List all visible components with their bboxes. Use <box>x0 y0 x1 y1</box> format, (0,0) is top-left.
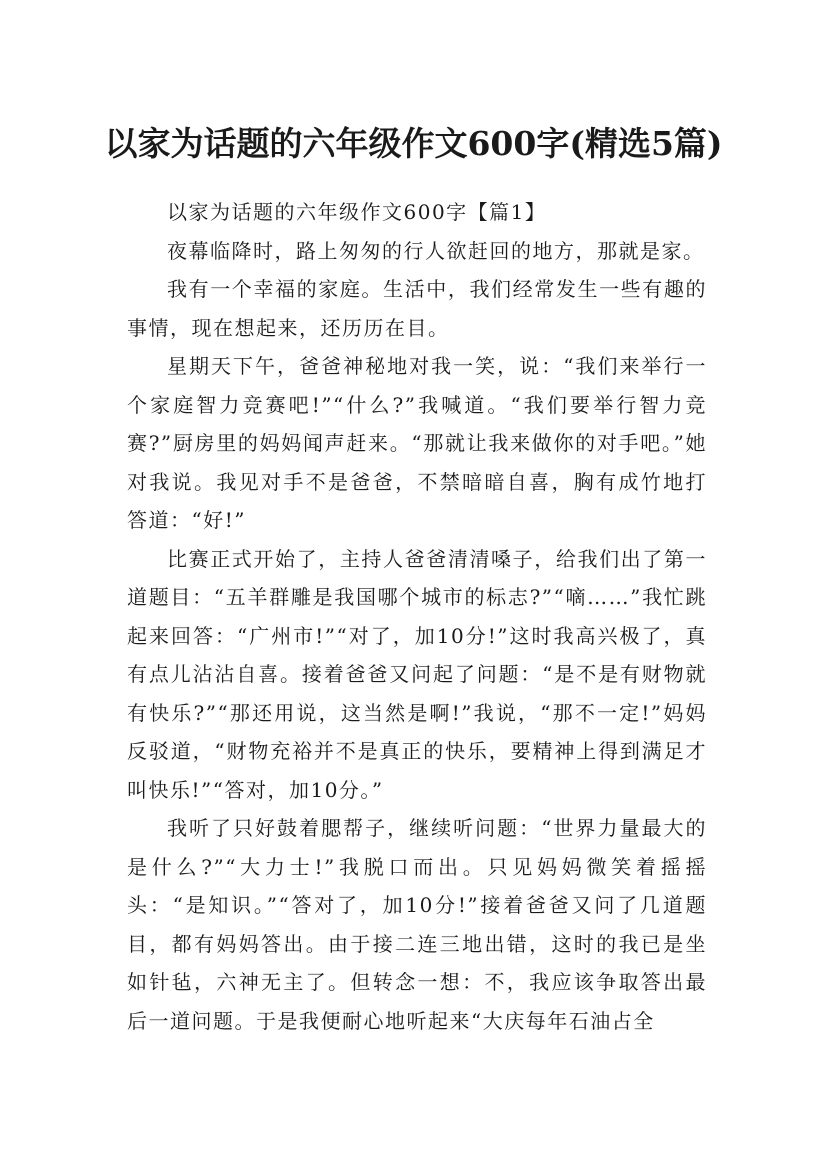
document-title: 以家为话题的六年级作文600字(精选5篇) <box>104 124 723 164</box>
article-body <box>127 193 707 1040</box>
paragraph: 比赛正式开始了，主持人爸爸清清嗓子，给我们出了第一道题目：“五羊群雕是我国哪个城市的标志?”“嘀……”我忙跳起来回答：“广州市!”“对了，加10分!”这时我高兴极了，真有点儿沾沾自喜。接着爸爸又问起了问题：“是不是有财物就有快乐?”“那还用说，这当然是啊!”我说，“那不一定!”妈妈反驳道，“财物充裕并不是真正的快乐，要精神上得到满足才叫快乐!”“答对，加10分。” <box>127 546 707 802</box>
paragraph: 我听了只好鼓着腮帮子，继续听问题：“世界力量最大的是什么?”“大力士!”我脱口而出。只见妈妈微笑着摇摇头：“是知识。”“答对了，加10分!”接着爸爸又问了几道题目，都有妈妈答出。由于接二连三地出错，这时的我已是坐如针毡，六神无主了。但转念一想：不，我应该争取答出最后一道问题。于是我便耐心地听起来“大庆每年石油占全 <box>127 816 707 1033</box>
paragraph: 星期天下午，爸爸神秘地对我一笑，说：“我们来举行一个家庭智力竞赛吧!”“什么?”我喊道。“我们要举行智力竞赛?”厨房里的妈妈闻声赶来。“那就让我来做你的对手吧。”她对我说。我见对手不是爸爸，不禁暗暗自喜，胸有成竹地打答道：“好!” <box>127 354 707 532</box>
paragraph: 夜幕临降时，路上匆匆的行人欲赶回的地方，那就是家。 <box>167 238 705 263</box>
section-heading: 以家为话题的六年级作文600字【篇1】 <box>167 200 547 224</box>
paragraph: 我有一个幸福的家庭。生活中，我们经常发生一些有趣的事情，现在想起来，还历历在目。 <box>127 277 707 340</box>
